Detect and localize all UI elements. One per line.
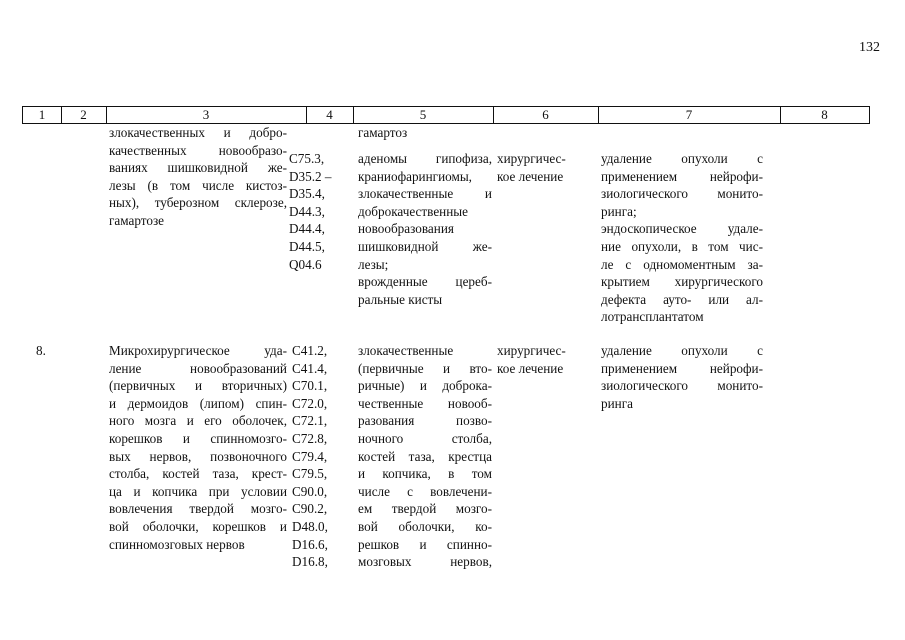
row8-patient-model <box>358 342 492 571</box>
continued-patient-model <box>358 150 492 308</box>
icd-code: C72.0, <box>292 395 328 411</box>
text-line: числе с вовлечени- <box>358 483 492 499</box>
text-line: качественных новообразо- <box>109 142 287 158</box>
text-line: костей таза, крестца <box>358 448 492 464</box>
text-line: удаление опухоли с <box>601 151 763 166</box>
icd-code: D35.4, <box>289 186 325 202</box>
text-line: врожденные цереб- <box>358 274 492 290</box>
text-line: шишковидной же- <box>358 238 492 254</box>
icd-code: C72.8, <box>292 430 328 446</box>
page-number: 132 <box>859 40 880 55</box>
text-line: ральные кисты <box>358 291 443 307</box>
text-line: вой оболочки, ко- <box>358 518 492 534</box>
text-line: краниофарингиомы, <box>358 168 472 184</box>
text-line: гамартоз <box>358 125 408 140</box>
continued-treatment-type <box>497 150 587 185</box>
text-line: корешков и спинномозго- <box>109 430 287 446</box>
icd-code: D16.6, <box>292 536 328 552</box>
text-line: применением нейрофи- <box>601 168 763 184</box>
text-line: (первичных и вторичных) <box>109 378 287 394</box>
text-line: вых нервов, позвоночного <box>109 448 287 464</box>
icd-code: C41.4, <box>292 360 328 376</box>
row-number: 8. <box>36 343 46 358</box>
row8-disease-description <box>109 342 287 553</box>
continued-model-top <box>358 124 498 142</box>
row8-treatment-type <box>497 342 587 377</box>
text-line: доброкачественные <box>358 203 468 219</box>
icd-code: C41.2, <box>292 343 328 358</box>
header-col-7: 7 <box>685 107 693 122</box>
icd-code: C75.3, <box>289 151 325 166</box>
text-line: Микрохирургическое уда- <box>109 343 287 358</box>
icd-code: D48.0, <box>292 518 328 534</box>
continued-treatment-method <box>601 150 763 326</box>
icd-code: C72.1, <box>292 413 328 429</box>
text-line: ле с одномоментным за- <box>601 256 763 272</box>
text-line: аденомы гипофиза, <box>358 151 492 166</box>
text-line: лезы; <box>358 256 389 272</box>
text-line: злокачественных и добро- <box>109 125 287 140</box>
text-line: и копчика, в том <box>358 466 492 482</box>
text-line: зиологического монито- <box>601 186 763 202</box>
text-line: ных), туберозном склерозе, <box>109 195 287 211</box>
header-col-3: 3 <box>202 107 210 122</box>
text-line: ричные) и доброка- <box>358 378 492 394</box>
text-line: лезы (в том числе кистоз- <box>109 177 287 193</box>
icd-code: C90.2, <box>292 501 328 517</box>
table-header-row <box>22 106 870 124</box>
icd-code: C70.1, <box>292 378 328 394</box>
continued-disease-description <box>109 124 287 230</box>
text-line: эндоскопическое удале- <box>601 221 763 237</box>
header-col-8: 8 <box>821 107 828 122</box>
icd-code: D16.8, <box>292 554 328 570</box>
icd-code: C79.5, <box>292 466 328 482</box>
text-line: решков и спинно- <box>358 536 492 552</box>
text-line: хирургичес- <box>497 151 566 166</box>
text-line: ного мозга и его оболочек, <box>109 413 287 429</box>
text-line: ца и копчика при условии <box>109 483 287 499</box>
text-line: вовлечения твердой мозго- <box>109 501 287 517</box>
row8-icd-codes <box>292 342 352 571</box>
text-line: крытием хирургического <box>601 274 763 290</box>
icd-code: D35.2 – <box>289 168 332 184</box>
text-line: лотрансплантатом <box>601 309 704 325</box>
text-line: разования позво- <box>358 413 492 429</box>
header-col-1: 1 <box>38 107 46 122</box>
text-line: ринга <box>601 395 633 411</box>
text-line: кое лечение <box>497 360 564 376</box>
text-line: чественные новооб- <box>358 395 492 411</box>
text-line: злокачественные <box>358 343 454 358</box>
text-line: кое лечение <box>497 168 564 184</box>
text-line: ление новообразований <box>109 360 287 376</box>
header-col-4: 4 <box>326 107 333 122</box>
text-line: спинномозговых нервов <box>109 536 245 552</box>
icd-code: C90.0, <box>292 483 328 499</box>
icd-code: Q04.6 <box>289 256 322 272</box>
icd-code: D44.4, <box>289 221 325 237</box>
text-line: мозговых нервов, <box>358 554 492 570</box>
text-line: применением нейрофи- <box>601 360 763 376</box>
icd-code: C79.4, <box>292 448 328 464</box>
text-line: (первичные и вто- <box>358 360 492 376</box>
text-line: злокачественные и <box>358 186 492 202</box>
header-col-2: 2 <box>80 107 87 122</box>
icd-code: D44.5, <box>289 238 325 254</box>
text-line: удаление опухоли с <box>601 343 763 358</box>
text-line: дефекта ауто- или ал- <box>601 291 763 307</box>
header-col-5: 5 <box>419 107 427 122</box>
text-line: и дермоидов (липом) спин- <box>109 395 287 411</box>
text-line: гамартозе <box>109 212 165 228</box>
text-line: ринга; <box>601 203 637 219</box>
text-line: ем твердой мозго- <box>358 501 492 517</box>
text-line: хирургичес- <box>497 343 566 358</box>
text-line: ваниях шишковидной же- <box>109 160 287 176</box>
text-line: столба, костей таза, крест- <box>109 466 287 482</box>
continued-icd-codes <box>289 150 349 273</box>
text-line: вой оболочки, корешков и <box>109 518 287 534</box>
header-col-6: 6 <box>542 107 549 122</box>
row8-treatment-method <box>601 342 763 412</box>
icd-code: D44.3, <box>289 203 325 219</box>
text-line: новообразования <box>358 221 454 237</box>
text-line: зиологического монито- <box>601 378 763 394</box>
text-line: ние опухоли, в том чис- <box>601 238 763 254</box>
text-line: ночного столба, <box>358 430 492 446</box>
